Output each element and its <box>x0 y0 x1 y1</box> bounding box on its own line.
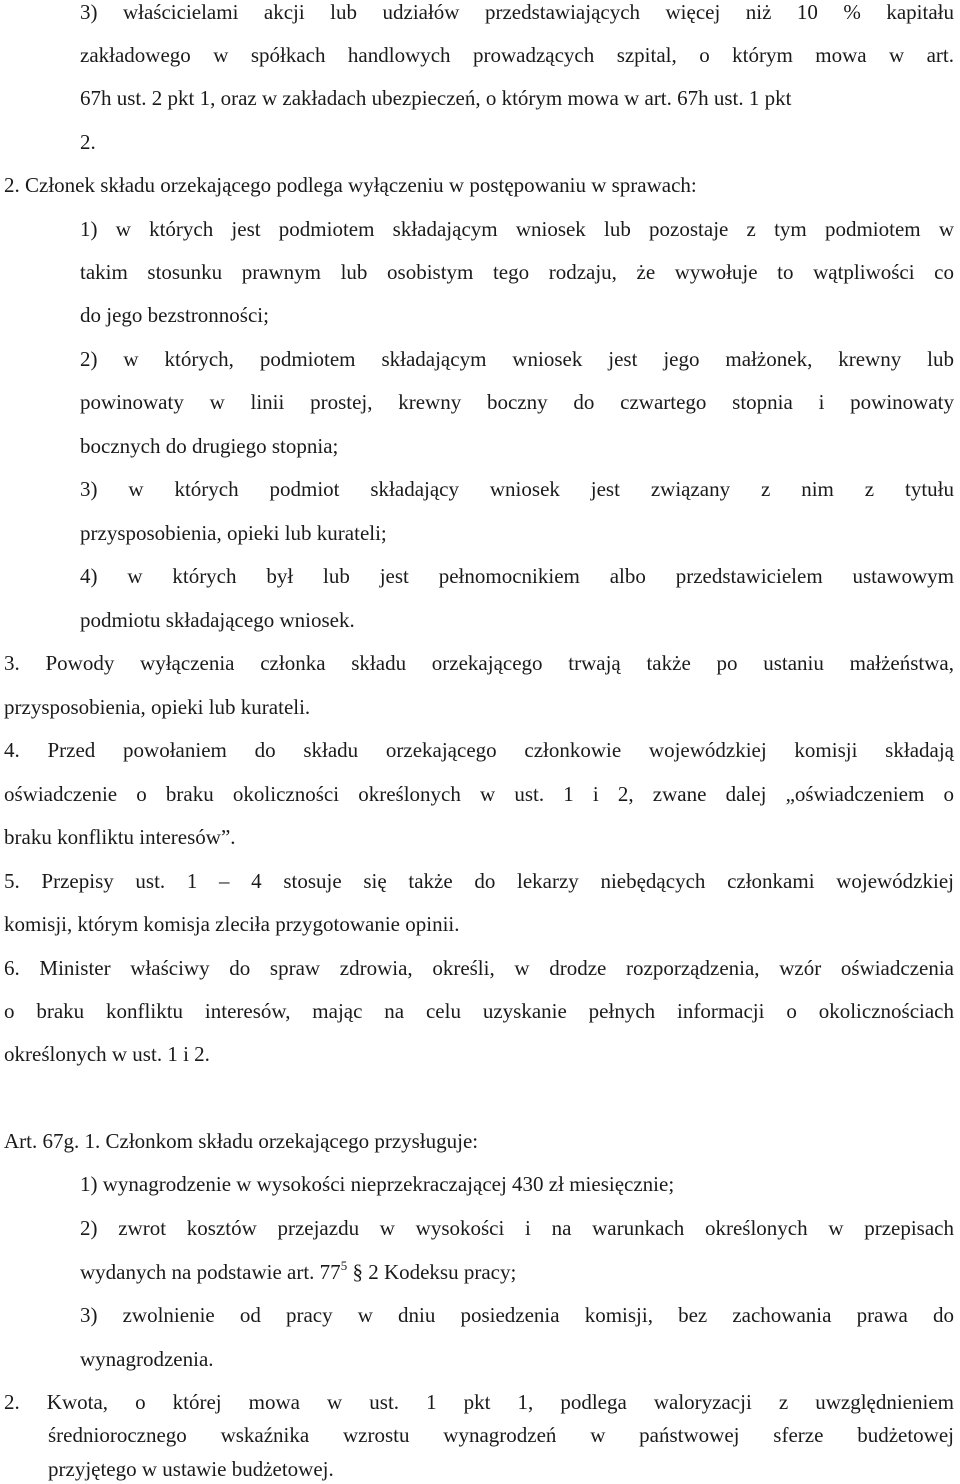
paragraph-6: o braku konfliktu interesów, mając na celu uzyskanie pełnych informacji o okolicznościach <box>4 999 954 1023</box>
list-item: 2) zwrot kosztów przejazdu w wysokości i na warunkach określonych w przepisach <box>80 1216 954 1240</box>
paragraph-3: 3. Powody wyłączenia członka składu orzekającego trwają także po ustaniu małżeństwa, <box>4 651 954 675</box>
list-item: 2) w których, podmiotem składającym wniosek jest jego małżonek, krewny lub <box>80 347 954 371</box>
list-item: 4) w których był lub jest pełnomocnikiem albo przedstawicielem ustawowym <box>80 564 954 588</box>
paragraph-2-intro: 2. Członek składu orzekającego podlega wyłączeniu w postępowaniu w sprawach: <box>4 173 697 197</box>
list-item: do jego bezstronności; <box>80 303 269 327</box>
paragraph-4: 4. Przed powołaniem do składu orzekającego członkowie wojewódzkiej komisji składają <box>4 738 954 762</box>
list-item: 3) zwolnienie od pracy w dniu posiedzenia komisji, bez zachowania prawa do <box>80 1303 954 1327</box>
paragraph-3: przysposobienia, opieki lub kurateli. <box>4 695 311 719</box>
text-line: zakładowego w spółkach handlowych prowadzących szpital, o którym mowa w art. <box>80 43 954 67</box>
text-line: 67h ust. 2 pkt 1, oraz w zakładach ubezpieczeń, o którym mowa w art. 67h ust. 1 pkt <box>80 86 792 110</box>
superscript: 5 <box>340 1258 348 1273</box>
list-item: podmiotu składającego wniosek. <box>80 608 355 632</box>
list-item: 1) w których jest podmiotem składającym wniosek lub pozostaje z tym podmiotem w <box>80 217 954 241</box>
list-item <box>80 1259 516 1288</box>
list-item-text: § 2 Kodeksu pracy; <box>347 1260 517 1284</box>
list-item-text: wydanych na podstawie art. 77 <box>80 1260 341 1284</box>
list-item: przysposobienia, opieki lub kurateli; <box>80 521 387 545</box>
paragraph-5: 5. Przepisy ust. 1 – 4 stosuje się także do lekarzy niebędących członkami wojewódzkiej <box>4 869 954 893</box>
paragraph-4: oświadczenie o braku okoliczności określonych w ust. 1 i 2, zwane dalej „oświadczeniem o <box>4 782 954 806</box>
paragraph-2: 2. Kwota, o której mowa w ust. 1 pkt 1, podlega waloryzacji z uwzględnieniem <box>4 1390 954 1414</box>
paragraph-2: średniorocznego wskaźnika wzrostu wynagrodzeń w państwowej sferze budżetowej <box>48 1423 954 1447</box>
list-item: bocznych do drugiego stopnia; <box>80 434 339 458</box>
list-item: 3) w których podmiot składający wniosek jest związany z nim z tytułu <box>80 477 954 501</box>
paragraph-6: 6. Minister właściwy do spraw zdrowia, określi, w drodze rozporządzenia, wzór oświadczenia <box>4 956 954 980</box>
paragraph-6: określonych w ust. 1 i 2. <box>4 1042 210 1066</box>
list-item: takim stosunku prawnym lub osobistym tego rodzaju, że wywołuje to wątpliwości co <box>80 260 954 284</box>
paragraph-5: komisji, którym komisja zleciła przygotowanie opinii. <box>4 912 460 936</box>
list-item: 1) wynagrodzenie w wysokości nieprzekraczającej 430 zł miesięcznie; <box>80 1172 675 1196</box>
list-item: wynagrodzenia. <box>80 1347 214 1371</box>
article-heading: Art. 67g. 1. Członkom składu orzekającego przysługuje: <box>4 1129 479 1153</box>
paragraph-4: braku konfliktu interesów”. <box>4 825 236 849</box>
text-line: 2. <box>80 130 96 154</box>
paragraph-2: przyjętego w ustawie budżetowej. <box>48 1457 334 1481</box>
text-line: 3) właścicielami akcji lub udziałów przedstawiających więcej niż 10 % kapitału <box>80 0 954 24</box>
list-item: powinowaty w linii prostej, krewny boczny do czwartego stopnia i powinowaty <box>80 390 954 414</box>
